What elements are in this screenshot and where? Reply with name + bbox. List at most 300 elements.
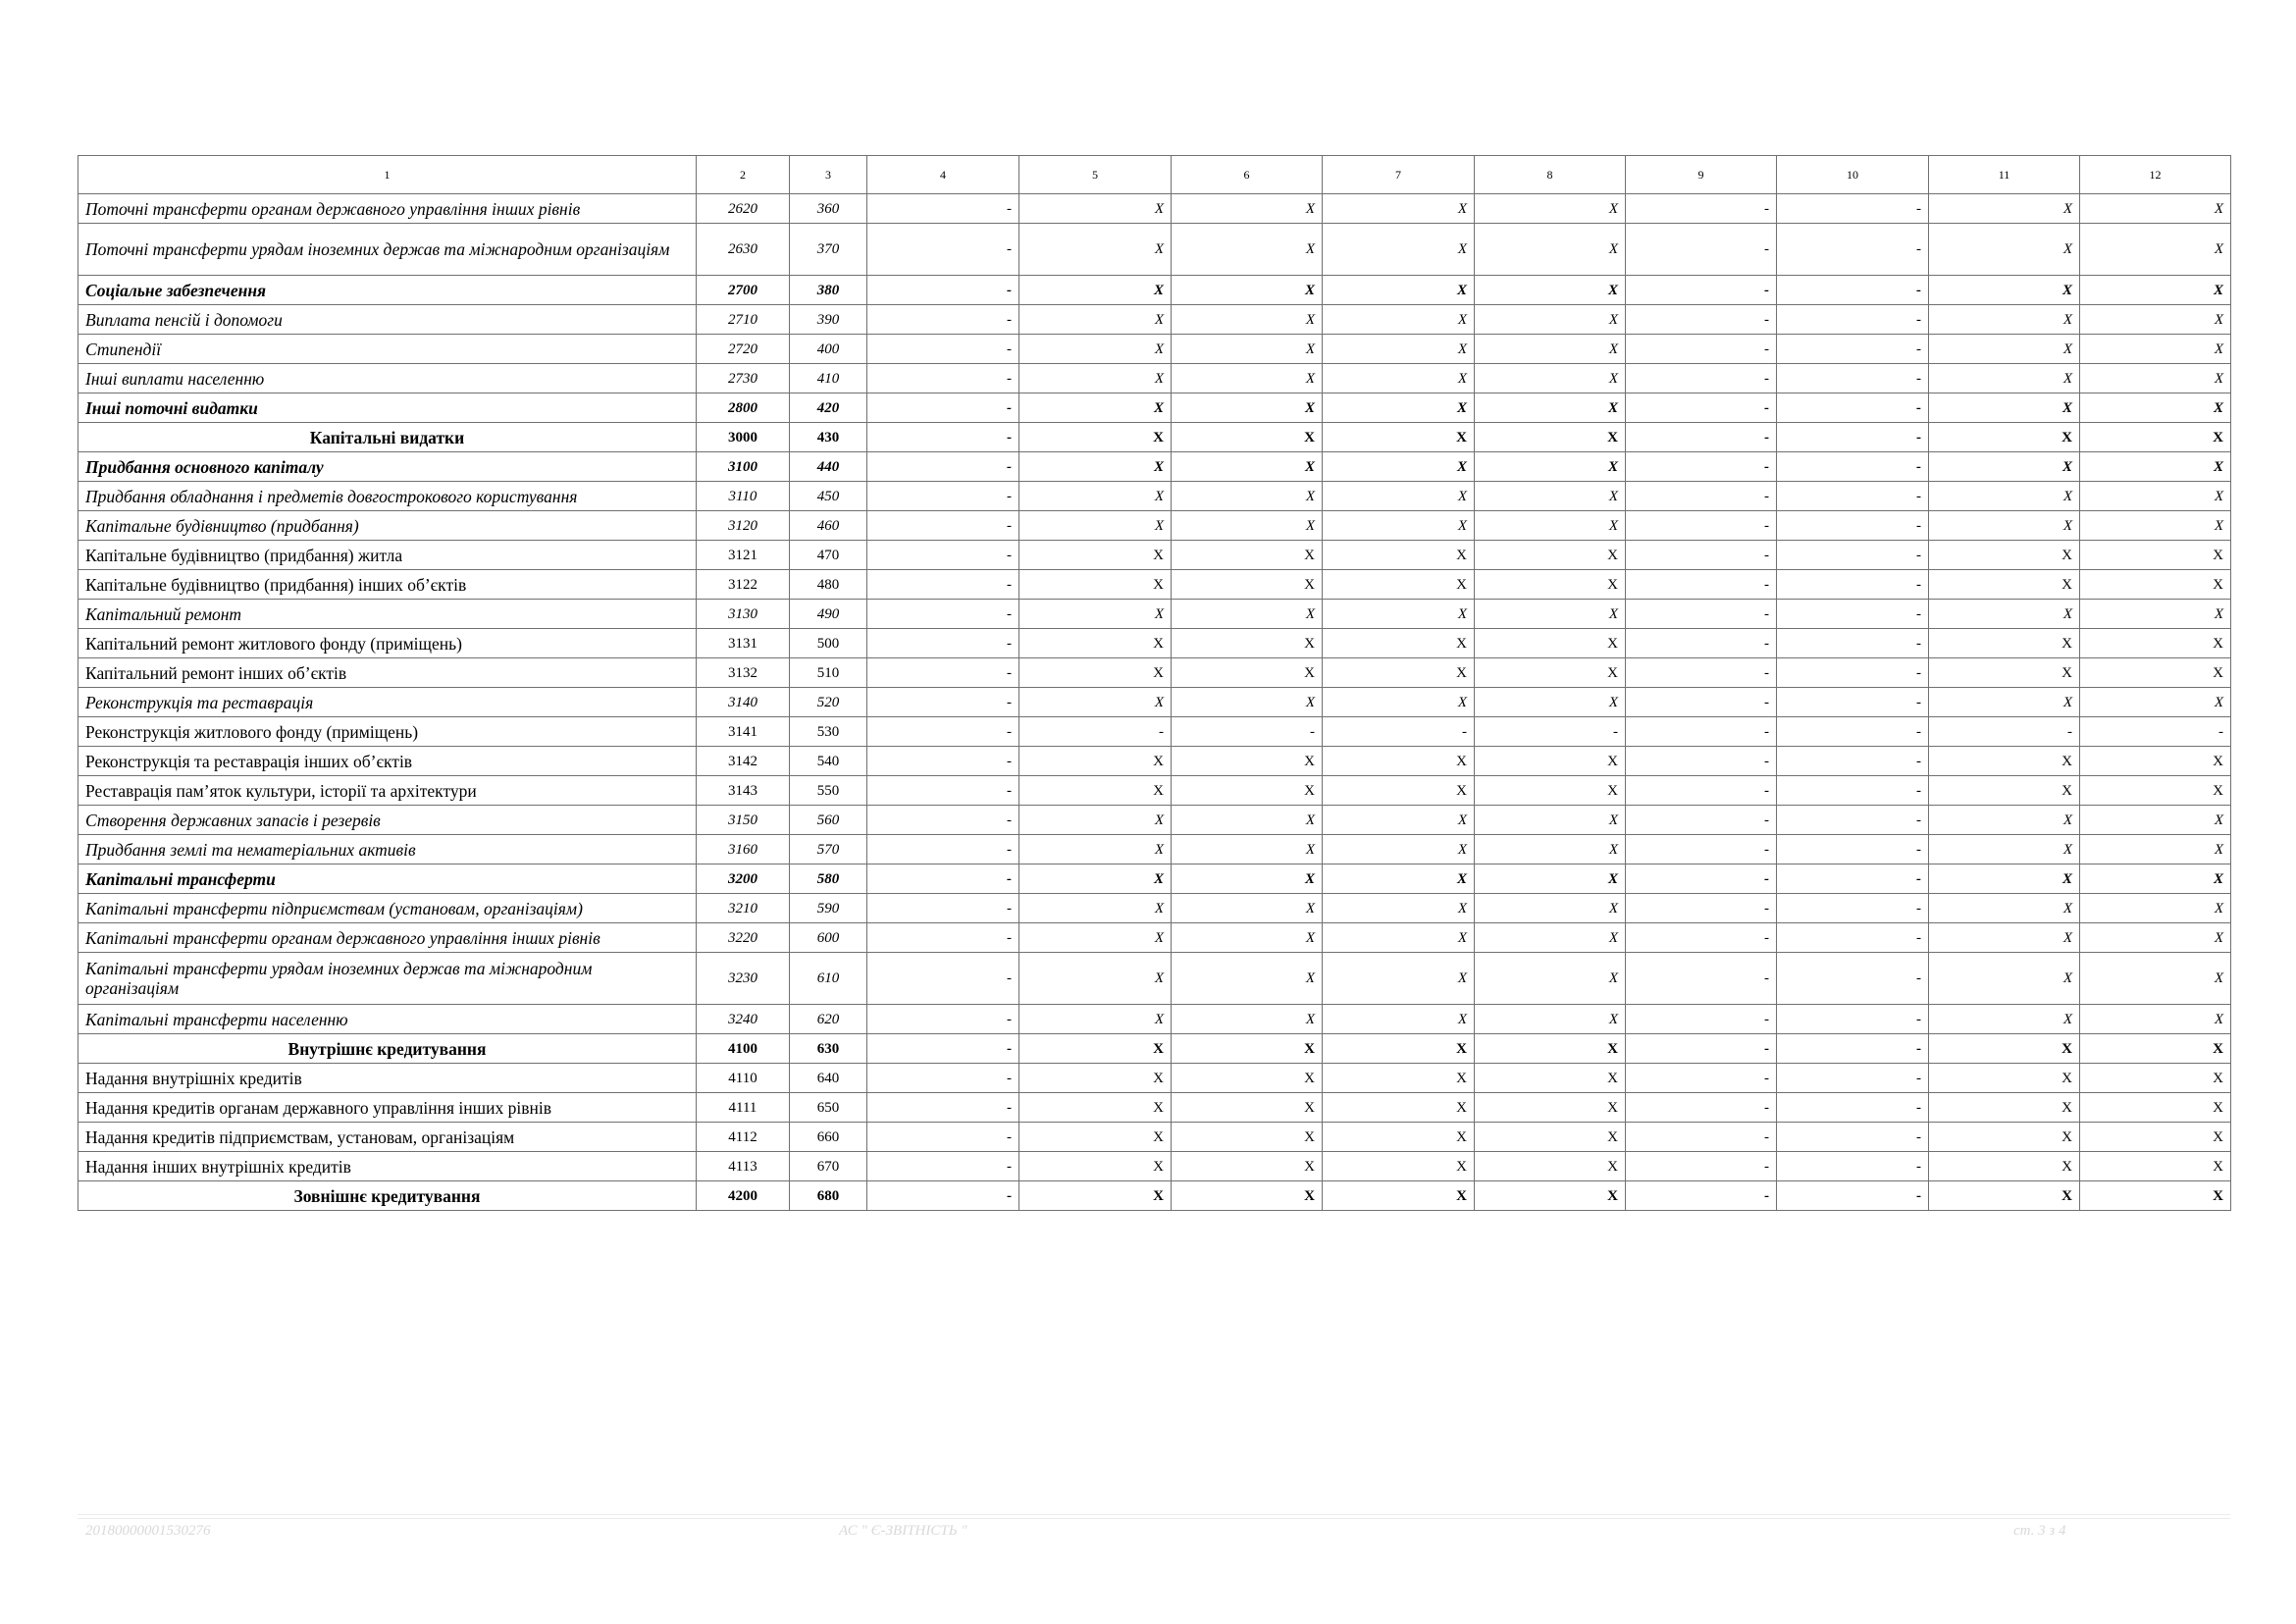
- row-code-cell: 3230: [697, 953, 790, 1005]
- value-cell: X: [1475, 806, 1626, 835]
- value-cell: X: [1323, 194, 1475, 224]
- table-row: [78, 658, 2231, 688]
- row-code-cell: 2720: [697, 335, 790, 364]
- value-cell: X: [2080, 747, 2231, 776]
- value-cell: X: [1323, 600, 1475, 629]
- row-code-cell: 2630: [697, 224, 790, 276]
- value-cell: X: [1323, 1152, 1475, 1181]
- value-cell: X: [1172, 600, 1323, 629]
- row-code-cell: 3000: [697, 423, 790, 452]
- value-cell: -: [1626, 423, 1777, 452]
- row-code-cell: 4110: [697, 1064, 790, 1093]
- column-number: 2: [697, 156, 790, 194]
- row-name-cell: Капітальний ремонт: [78, 600, 697, 629]
- row-name-cell: Капітальні трансферти: [78, 864, 697, 894]
- row-code-cell: 3142: [697, 747, 790, 776]
- value-cell: -: [1475, 717, 1626, 747]
- value-cell: X: [1019, 1093, 1172, 1123]
- value-cell: -: [867, 393, 1019, 423]
- value-cell: X: [1929, 276, 2080, 305]
- value-cell: X: [1323, 541, 1475, 570]
- row-name-cell: Капітальні трансферти підприємствам (установам, організаціям): [78, 894, 697, 923]
- value-cell: X: [1172, 452, 1323, 482]
- value-cell: -: [867, 423, 1019, 452]
- value-cell: X: [1019, 570, 1172, 600]
- row-name-cell: Капітальні трансферти населенню: [78, 1005, 697, 1034]
- table-row: [78, 894, 2231, 923]
- row-line-code-cell: 500: [790, 629, 867, 658]
- row-code-cell: 3120: [697, 511, 790, 541]
- value-cell: X: [1929, 482, 2080, 511]
- value-cell: -: [1777, 1152, 1929, 1181]
- row-code-cell: 4111: [697, 1093, 790, 1123]
- value-cell: X: [1323, 570, 1475, 600]
- value-cell: X: [1172, 482, 1323, 511]
- value-cell: X: [1929, 224, 2080, 276]
- value-cell: X: [1323, 658, 1475, 688]
- value-cell: X: [2080, 629, 2231, 658]
- value-cell: X: [1019, 776, 1172, 806]
- row-name-cell: Соціальне забезпечення: [78, 276, 697, 305]
- table-row: [78, 541, 2231, 570]
- value-cell: X: [1019, 335, 1172, 364]
- value-cell: X: [1475, 194, 1626, 224]
- value-cell: X: [1172, 658, 1323, 688]
- value-cell: -: [1172, 717, 1323, 747]
- table-row: [78, 1093, 2231, 1123]
- value-cell: X: [1323, 393, 1475, 423]
- footer-divider: [78, 1518, 2230, 1519]
- value-cell: -: [867, 276, 1019, 305]
- value-cell: -: [1626, 194, 1777, 224]
- value-cell: X: [1323, 688, 1475, 717]
- value-cell: X: [1475, 1093, 1626, 1123]
- value-cell: X: [1929, 1005, 2080, 1034]
- value-cell: X: [1323, 1093, 1475, 1123]
- value-cell: X: [1929, 393, 2080, 423]
- value-cell: X: [1172, 747, 1323, 776]
- value-cell: X: [1172, 835, 1323, 864]
- row-name-cell: Капітальне будівництво (придбання): [78, 511, 697, 541]
- row-line-code-cell: 400: [790, 335, 867, 364]
- value-cell: X: [1475, 570, 1626, 600]
- table-row: [78, 1064, 2231, 1093]
- value-cell: X: [1019, 393, 1172, 423]
- value-cell: X: [1475, 1152, 1626, 1181]
- value-cell: X: [1323, 305, 1475, 335]
- value-cell: X: [1475, 747, 1626, 776]
- value-cell: X: [1475, 423, 1626, 452]
- row-name-cell: Виплата пенсій і допомоги: [78, 305, 697, 335]
- value-cell: X: [1019, 835, 1172, 864]
- row-code-cell: 3141: [697, 717, 790, 747]
- row-name-cell: Поточні трансферти урядам іноземних держав та міжнародним організаціям: [78, 224, 697, 276]
- value-cell: X: [1475, 629, 1626, 658]
- value-cell: X: [1929, 1181, 2080, 1211]
- row-line-code-cell: 370: [790, 224, 867, 276]
- value-cell: X: [2080, 1064, 2231, 1093]
- value-cell: X: [1323, 806, 1475, 835]
- value-cell: X: [1019, 305, 1172, 335]
- value-cell: X: [1323, 864, 1475, 894]
- value-cell: X: [1323, 1034, 1475, 1064]
- value-cell: X: [1929, 953, 2080, 1005]
- value-cell: -: [867, 894, 1019, 923]
- value-cell: X: [1172, 194, 1323, 224]
- value-cell: X: [1172, 1123, 1323, 1152]
- value-cell: -: [867, 570, 1019, 600]
- table-row: [78, 747, 2231, 776]
- row-line-code-cell: 390: [790, 305, 867, 335]
- row-name-cell: Капітальне будівництво (придбання) житла: [78, 541, 697, 570]
- row-line-code-cell: 590: [790, 894, 867, 923]
- value-cell: X: [1019, 747, 1172, 776]
- value-cell: X: [1475, 452, 1626, 482]
- row-line-code-cell: 630: [790, 1034, 867, 1064]
- value-cell: -: [1777, 747, 1929, 776]
- value-cell: X: [1323, 1064, 1475, 1093]
- value-cell: -: [1777, 1181, 1929, 1211]
- value-cell: X: [1323, 953, 1475, 1005]
- value-cell: -: [1626, 688, 1777, 717]
- table-row: [78, 600, 2231, 629]
- value-cell: X: [1929, 423, 2080, 452]
- value-cell: X: [1019, 541, 1172, 570]
- value-cell: -: [1777, 1034, 1929, 1064]
- value-cell: -: [867, 1181, 1019, 1211]
- value-cell: X: [1019, 1181, 1172, 1211]
- value-cell: X: [1929, 1152, 2080, 1181]
- value-cell: X: [2080, 658, 2231, 688]
- row-code-cell: 3200: [697, 864, 790, 894]
- row-line-code-cell: 460: [790, 511, 867, 541]
- row-name-cell: Придбання обладнання і предметів довгострокового користування: [78, 482, 697, 511]
- value-cell: -: [1626, 305, 1777, 335]
- value-cell: -: [1626, 747, 1777, 776]
- row-code-cell: 2710: [697, 305, 790, 335]
- row-line-code-cell: 610: [790, 953, 867, 1005]
- value-cell: X: [1172, 276, 1323, 305]
- value-cell: -: [867, 806, 1019, 835]
- value-cell: -: [1777, 629, 1929, 658]
- value-cell: -: [1777, 1123, 1929, 1152]
- value-cell: X: [1019, 1064, 1172, 1093]
- value-cell: X: [1019, 658, 1172, 688]
- value-cell: X: [1172, 1064, 1323, 1093]
- row-name-cell: Капітальний ремонт інших об’єктів: [78, 658, 697, 688]
- value-cell: -: [1777, 452, 1929, 482]
- column-number: 12: [2080, 156, 2231, 194]
- value-cell: -: [1777, 1005, 1929, 1034]
- value-cell: -: [1777, 894, 1929, 923]
- row-name-cell: Реконструкція та реставрація інших об’єктів: [78, 747, 697, 776]
- value-cell: -: [1777, 806, 1929, 835]
- value-cell: -: [1777, 600, 1929, 629]
- value-cell: X: [1929, 1064, 2080, 1093]
- row-line-code-cell: 380: [790, 276, 867, 305]
- value-cell: -: [867, 1123, 1019, 1152]
- value-cell: -: [867, 629, 1019, 658]
- value-cell: X: [2080, 894, 2231, 923]
- value-cell: -: [1777, 776, 1929, 806]
- table-row: [78, 1181, 2231, 1211]
- value-cell: X: [1172, 806, 1323, 835]
- value-cell: -: [1626, 1181, 1777, 1211]
- value-cell: -: [867, 1152, 1019, 1181]
- value-cell: X: [1172, 541, 1323, 570]
- value-cell: X: [1929, 658, 2080, 688]
- value-cell: -: [1626, 393, 1777, 423]
- value-cell: -: [1777, 482, 1929, 511]
- footer-page-number: ст. 3 з 4: [2013, 1523, 2066, 1539]
- row-line-code-cell: 450: [790, 482, 867, 511]
- value-cell: X: [2080, 1005, 2231, 1034]
- row-line-code-cell: 480: [790, 570, 867, 600]
- value-cell: -: [1626, 541, 1777, 570]
- row-line-code-cell: 430: [790, 423, 867, 452]
- value-cell: -: [1777, 570, 1929, 600]
- value-cell: -: [1323, 717, 1475, 747]
- row-line-code-cell: 580: [790, 864, 867, 894]
- value-cell: X: [1475, 776, 1626, 806]
- value-cell: X: [2080, 776, 2231, 806]
- value-cell: X: [1172, 1181, 1323, 1211]
- value-cell: -: [1626, 1093, 1777, 1123]
- value-cell: -: [1626, 1064, 1777, 1093]
- value-cell: X: [1475, 335, 1626, 364]
- value-cell: -: [1777, 224, 1929, 276]
- value-cell: X: [1172, 423, 1323, 452]
- row-line-code-cell: 620: [790, 1005, 867, 1034]
- value-cell: X: [2080, 335, 2231, 364]
- value-cell: X: [1323, 511, 1475, 541]
- value-cell: -: [1626, 224, 1777, 276]
- value-cell: X: [2080, 423, 2231, 452]
- row-code-cell: 4200: [697, 1181, 790, 1211]
- value-cell: -: [1777, 335, 1929, 364]
- row-code-cell: 3240: [697, 1005, 790, 1034]
- value-cell: X: [1323, 335, 1475, 364]
- row-name-cell: Капітальні трансферти органам державного управління інших рівнів: [78, 923, 697, 953]
- value-cell: X: [1475, 511, 1626, 541]
- value-cell: X: [1323, 276, 1475, 305]
- row-name-cell: Інші поточні видатки: [78, 393, 697, 423]
- value-cell: X: [1019, 923, 1172, 953]
- value-cell: X: [1929, 335, 2080, 364]
- row-code-cell: 3110: [697, 482, 790, 511]
- column-number: 11: [1929, 156, 2080, 194]
- value-cell: X: [1929, 806, 2080, 835]
- value-cell: X: [1929, 541, 2080, 570]
- value-cell: X: [1323, 894, 1475, 923]
- table-row: [78, 806, 2231, 835]
- value-cell: -: [867, 953, 1019, 1005]
- value-cell: X: [1929, 1034, 2080, 1064]
- table-row: [78, 1123, 2231, 1152]
- value-cell: X: [1475, 1181, 1626, 1211]
- value-cell: X: [1172, 688, 1323, 717]
- value-cell: X: [1929, 1123, 2080, 1152]
- value-cell: X: [1475, 364, 1626, 393]
- value-cell: X: [1475, 864, 1626, 894]
- table-row: [78, 1152, 2231, 1181]
- value-cell: -: [867, 194, 1019, 224]
- value-cell: X: [2080, 953, 2231, 1005]
- value-cell: -: [1626, 452, 1777, 482]
- value-cell: -: [867, 1064, 1019, 1093]
- row-name-cell: Надання кредитів підприємствам, установам, організаціям: [78, 1123, 697, 1152]
- value-cell: X: [1929, 923, 2080, 953]
- row-name-cell: Реконструкція житлового фонду (приміщень): [78, 717, 697, 747]
- value-cell: X: [2080, 1181, 2231, 1211]
- table-row: [78, 1034, 2231, 1064]
- value-cell: -: [867, 224, 1019, 276]
- value-cell: X: [2080, 276, 2231, 305]
- row-name-cell: Внутрішнє кредитування: [78, 1034, 697, 1064]
- table-row: [78, 305, 2231, 335]
- row-line-code-cell: 670: [790, 1152, 867, 1181]
- value-cell: -: [1777, 541, 1929, 570]
- value-cell: -: [867, 717, 1019, 747]
- value-cell: -: [1777, 717, 1929, 747]
- value-cell: X: [1475, 1064, 1626, 1093]
- value-cell: X: [1172, 393, 1323, 423]
- value-cell: -: [1626, 717, 1777, 747]
- value-cell: X: [1172, 364, 1323, 393]
- table-row: [78, 276, 2231, 305]
- footer-document-id: 20180000001530276: [85, 1523, 211, 1539]
- value-cell: X: [1172, 1093, 1323, 1123]
- row-code-cell: 2800: [697, 393, 790, 423]
- value-cell: X: [1475, 541, 1626, 570]
- value-cell: X: [1172, 629, 1323, 658]
- value-cell: -: [1777, 194, 1929, 224]
- value-cell: X: [2080, 541, 2231, 570]
- row-name-cell: Надання кредитів органам державного управління інших рівнів: [78, 1093, 697, 1123]
- value-cell: X: [1323, 776, 1475, 806]
- value-cell: X: [1019, 364, 1172, 393]
- value-cell: X: [2080, 482, 2231, 511]
- value-cell: -: [867, 835, 1019, 864]
- value-cell: X: [1172, 511, 1323, 541]
- value-cell: -: [1019, 717, 1172, 747]
- value-cell: -: [1929, 717, 2080, 747]
- row-code-cell: 3132: [697, 658, 790, 688]
- value-cell: X: [1019, 276, 1172, 305]
- row-name-cell: Стипендії: [78, 335, 697, 364]
- value-cell: -: [1626, 658, 1777, 688]
- row-code-cell: 4100: [697, 1034, 790, 1064]
- table-row: [78, 864, 2231, 894]
- value-cell: -: [1626, 894, 1777, 923]
- report-table: [78, 155, 2231, 1211]
- row-code-cell: 3210: [697, 894, 790, 923]
- value-cell: X: [2080, 224, 2231, 276]
- value-cell: X: [1019, 1005, 1172, 1034]
- value-cell: X: [1019, 953, 1172, 1005]
- value-cell: X: [1019, 194, 1172, 224]
- value-cell: X: [1323, 835, 1475, 864]
- column-number-header-row: [78, 156, 2231, 194]
- row-line-code-cell: 510: [790, 658, 867, 688]
- value-cell: -: [1626, 335, 1777, 364]
- footer-divider: [78, 1514, 2230, 1515]
- row-line-code-cell: 490: [790, 600, 867, 629]
- row-line-code-cell: 680: [790, 1181, 867, 1211]
- value-cell: -: [867, 364, 1019, 393]
- value-cell: X: [1475, 482, 1626, 511]
- row-name-cell: Поточні трансферти органам державного управління інших рівнів: [78, 194, 697, 224]
- value-cell: X: [1475, 923, 1626, 953]
- value-cell: X: [2080, 600, 2231, 629]
- value-cell: X: [1019, 482, 1172, 511]
- row-name-cell: Зовнішнє кредитування: [78, 1181, 697, 1211]
- value-cell: X: [1019, 452, 1172, 482]
- value-cell: X: [2080, 570, 2231, 600]
- value-cell: X: [1019, 864, 1172, 894]
- value-cell: -: [867, 600, 1019, 629]
- column-number: 9: [1626, 156, 1777, 194]
- table-row: [78, 953, 2231, 1005]
- value-cell: X: [1323, 1181, 1475, 1211]
- value-cell: X: [2080, 305, 2231, 335]
- value-cell: X: [1929, 688, 2080, 717]
- value-cell: X: [1929, 864, 2080, 894]
- value-cell: X: [1019, 511, 1172, 541]
- table-row: [78, 717, 2231, 747]
- value-cell: X: [1929, 776, 2080, 806]
- value-cell: X: [1475, 305, 1626, 335]
- value-cell: -: [867, 452, 1019, 482]
- value-cell: X: [1475, 835, 1626, 864]
- row-name-cell: Капітальне будівництво (придбання) інших об’єктів: [78, 570, 697, 600]
- value-cell: X: [1019, 894, 1172, 923]
- value-cell: X: [1929, 305, 2080, 335]
- value-cell: X: [1172, 1034, 1323, 1064]
- table-row: [78, 364, 2231, 393]
- row-name-cell: Надання внутрішніх кредитів: [78, 1064, 697, 1093]
- value-cell: X: [1172, 335, 1323, 364]
- value-cell: X: [1172, 894, 1323, 923]
- row-code-cell: 3220: [697, 923, 790, 953]
- value-cell: -: [867, 305, 1019, 335]
- value-cell: -: [1777, 1093, 1929, 1123]
- value-cell: X: [1172, 923, 1323, 953]
- value-cell: X: [1929, 600, 2080, 629]
- value-cell: X: [2080, 923, 2231, 953]
- value-cell: X: [2080, 1034, 2231, 1064]
- row-code-cell: 3121: [697, 541, 790, 570]
- row-line-code-cell: 570: [790, 835, 867, 864]
- row-code-cell: 3160: [697, 835, 790, 864]
- value-cell: X: [2080, 364, 2231, 393]
- table-row: [78, 1005, 2231, 1034]
- row-code-cell: 3130: [697, 600, 790, 629]
- value-cell: -: [1777, 688, 1929, 717]
- value-cell: X: [1323, 364, 1475, 393]
- value-cell: -: [1626, 570, 1777, 600]
- value-cell: -: [1626, 511, 1777, 541]
- row-line-code-cell: 660: [790, 1123, 867, 1152]
- row-code-cell: 4112: [697, 1123, 790, 1152]
- column-number: 1: [78, 156, 697, 194]
- row-code-cell: 2730: [697, 364, 790, 393]
- value-cell: X: [2080, 806, 2231, 835]
- row-code-cell: 3122: [697, 570, 790, 600]
- table-row: [78, 511, 2231, 541]
- value-cell: X: [2080, 393, 2231, 423]
- table-row: [78, 835, 2231, 864]
